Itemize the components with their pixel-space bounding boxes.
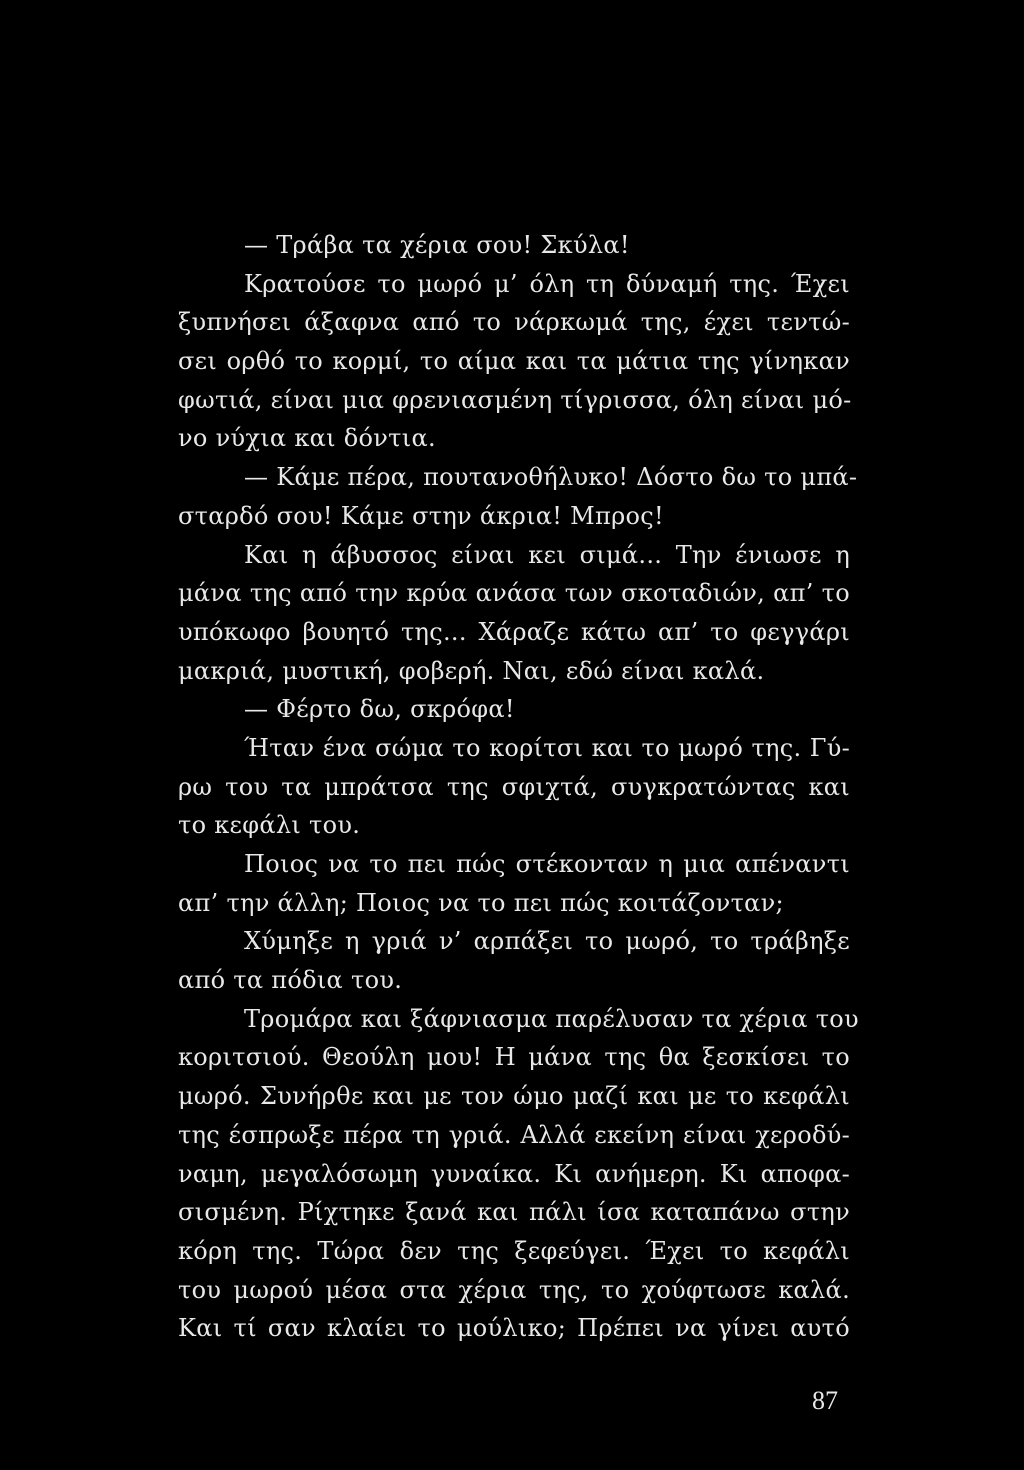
text-line: Ήταν ένα σώμα το κορίτσι και το μωρό της. Γύ- <box>244 733 850 762</box>
text-line: ρω του τα μπράτσα της σφιχτά, συγκρατώντας και <box>178 772 850 801</box>
page-number: 87 <box>812 1386 838 1415</box>
text-line: σει ορθό το κορμί, το αίμα και τα μάτια της γίνηκαν <box>178 347 850 376</box>
text-line: μάνα της από την κρύα ανάσα των σκοταδιών, απ’ το <box>178 579 850 608</box>
text-line: το κεφάλι του. <box>178 811 361 840</box>
text-line: Και η άβυσσος είναι κει σιμά... Την ένιωσε η <box>244 540 850 569</box>
text-line: Και τί σαν κλαίει το μούλικο; Πρέπει να γίνει αυτό <box>178 1314 850 1343</box>
text-line: — Φέρτο δω, σκρόφα! <box>244 695 515 724</box>
text-line: κοριτσιού. Θεούλη μου! Η μάνα της θα ξεσκίσει το <box>178 1043 850 1072</box>
text-line: ναμη, μεγαλόσωμη γυναίκα. Κι ανήμερη. Κι αποφα- <box>178 1159 850 1188</box>
text-line: Τρομάρα και ξάφνιασμα παρέλυσαν τα χέρια του <box>244 1004 859 1033</box>
text-line: ξυπνήσει άξαφνα από το νάρκωμά της, έχει τεντώ- <box>178 308 850 337</box>
text-line: — Κάμε πέρα, πουτανοθήλυκο! Δόστο δω το μπά- <box>244 463 858 492</box>
text-line: του μωρού μέσα στα χέρια της, το χούφτωσε καλά. <box>178 1275 850 1304</box>
text-line: νο νύχια και δόντια. <box>178 424 436 453</box>
text-line: — Τράβα τα χέρια σου! Σκύλα! <box>244 231 630 259</box>
text-line: σταρδό σου! Κάμε στην άκρια! Μπρος! <box>178 501 664 530</box>
text-line: μακριά, μυστική, φοβερή. Ναι, εδώ είναι καλά. <box>178 656 765 685</box>
text-line: σισμένη. Ρίχτηκε ξανά και πάλι ίσα καταπάνω στην <box>178 1198 850 1227</box>
text-line: της έσπρωξε πέρα τη γριά. Αλλά εκείνη είναι χεροδύ- <box>178 1120 850 1149</box>
text-line: μωρό. Συνήρθε και με τον ώμο μαζί και με το κεφάλι <box>178 1082 850 1111</box>
text-line: Ποιος να το πει πώς στέκονταν η μια απέναντι <box>244 850 850 878</box>
text-line: από τα πόδια του. <box>178 966 403 995</box>
text-line: απ’ την άλλη; Ποιος να το πει πώς κοιτάζονταν; <box>178 888 784 917</box>
text-line: φωτιά, είναι μια φρενιασμένη τίγρισσα, όλη είναι μό- <box>178 385 852 414</box>
text-line: Χύμηξε η γριά ν’ αρπάξει το μωρό, το τράβηξε <box>244 927 850 956</box>
text-line: κόρη της. Τώρα δεν της ξεφεύγει. Έχει το κεφάλι <box>178 1236 850 1265</box>
text-line: Κρατούσε το μωρό μ’ όλη τη δύναμή της. Έχει <box>244 269 850 298</box>
text-line: υπόκωφο βουητό της... Χάραζε κάτω απ’ το φεγγάρι <box>178 617 850 646</box>
body-text <box>178 226 859 1348</box>
